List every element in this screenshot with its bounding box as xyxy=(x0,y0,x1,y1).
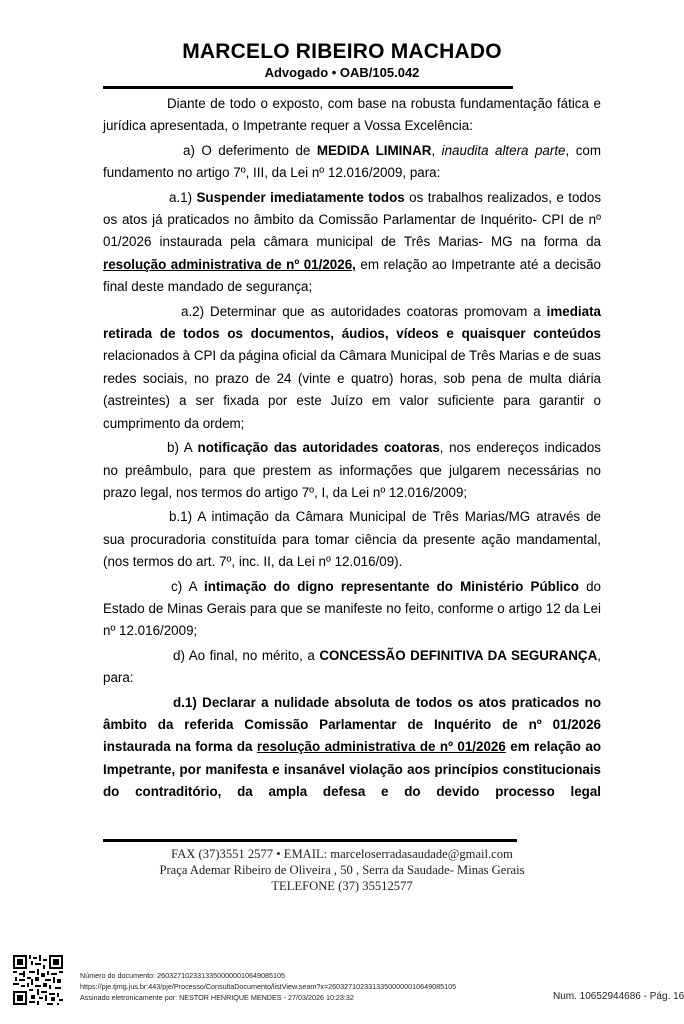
lawyer-credentials: Advogado • OAB/105.042 xyxy=(264,65,420,80)
paragraph-b: b) A notificação das autoridades coatoras, nos endereços indicados no preâmbulo, para que prestem as informações que julgarem necessárias no prazo legal, nos termos do artigo 7º, I, da Lei nº 12.016/2009; xyxy=(103,440,601,500)
lawyer-name: MARCELO RIBEIRO MACHADO xyxy=(182,40,502,63)
paragraph-d1: d.1) Declarar a nulidade absoluta de todos os atos praticados no âmbito da referida Comissão Parlamentar de Inquérito de nº 01/2026 instaurada na forma da resolução administrativa de nº 01/2026 em relação ao Impetrante, por manifesta e insanável violação aos princípios constitucionais do contraditório, da ampla defesa e do devido processo legal xyxy=(103,694,601,800)
header-divider xyxy=(103,86,513,89)
document-url[interactable]: https://pje.tjmg.jus.br:443/pje/Processo/ConsultaDocumento/listView.seam?x=26032710233133500000010649085105 xyxy=(80,982,457,991)
pje-metadata xyxy=(80,970,456,1003)
document-number: Número do documento: 26032710233133500000010649085105 xyxy=(80,971,286,980)
footer-fax-email: FAX (37)3551 2577 • EMAIL: marceloserradasaudade@gmail.com xyxy=(171,847,513,861)
document-body xyxy=(103,93,601,804)
paragraph-c: c) A intimação do digno representante do Ministério Público do Estado de Minas Gerais para que se manifeste no feito, conforme o artigo 12 da Lei nº 12.016/2009; xyxy=(103,578,601,639)
paragraph-intro: Diante de todo o exposto, com base na robusta fundamentação fática e jurídica apresentada, o Impetrante requer a Vossa Excelência: xyxy=(103,96,601,134)
footer-address: Praça Ademar Ribeiro de Oliveira , 50 , Serra da Saudade- Minas Gerais xyxy=(159,863,525,877)
page-number: Num. 10652944686 - Pág. 16 xyxy=(553,991,684,1002)
paragraph-a1: a.1) Suspender imediatamente todos os trabalhos realizados, e todos os atos já praticados no âmbito da Comissão Parlamentar de Inquérito- CPI de nº 01/2026 instaurada pela câmara municipal de Três Marias- MG na forma da resolução administrativa de nº 01/2026, em relação ao Impetrante até a decisão final deste mandado de segurança; xyxy=(103,189,602,295)
qr-code-icon xyxy=(13,955,63,1005)
footer-phone: TELEFONE (37) 35512577 xyxy=(271,879,413,893)
paragraph-b1: b.1) A intimação da Câmara Municipal de Três Marias/MG através de sua procuradoria constituída para tomar ciência da presente ação mandamental, (nos termos do art. 7º, inc. II, da Lei nº 12.016/09). xyxy=(103,509,601,570)
signature-info: Assinado eletronicamente por: NESTOR HENRIQUE MENDES - 27/03/2026 10:23:32 xyxy=(80,993,354,1002)
paragraph-a: a) O deferimento de MEDIDA LIMINAR, inaudita altera parte, com fundamento no artigo 7º, III, da Lei nº 12.016/2009, para: xyxy=(103,142,601,181)
footer-divider xyxy=(103,839,517,842)
paragraph-a2: a.2) Determinar que as autoridades coatoras promovam a imediata retirada de todos os documentos, áudios, vídeos e quaisquer conteúdos relacionados à CPI da página oficial da Câmara Municipal de Três Marias e de suas redes sociais, no prazo de 24 (vinte e quatro) horas, sob pena de multa diária (astreintes) a ser fixada por este Juízo em valor suficiente para garantir o cumprimento da ordem; xyxy=(103,303,601,431)
paragraph-d: d) Ao final, no mérito, a CONCESSÃO DEFINITIVA DA SEGURANÇA, para: xyxy=(103,647,602,686)
contact-footer xyxy=(0,846,684,894)
